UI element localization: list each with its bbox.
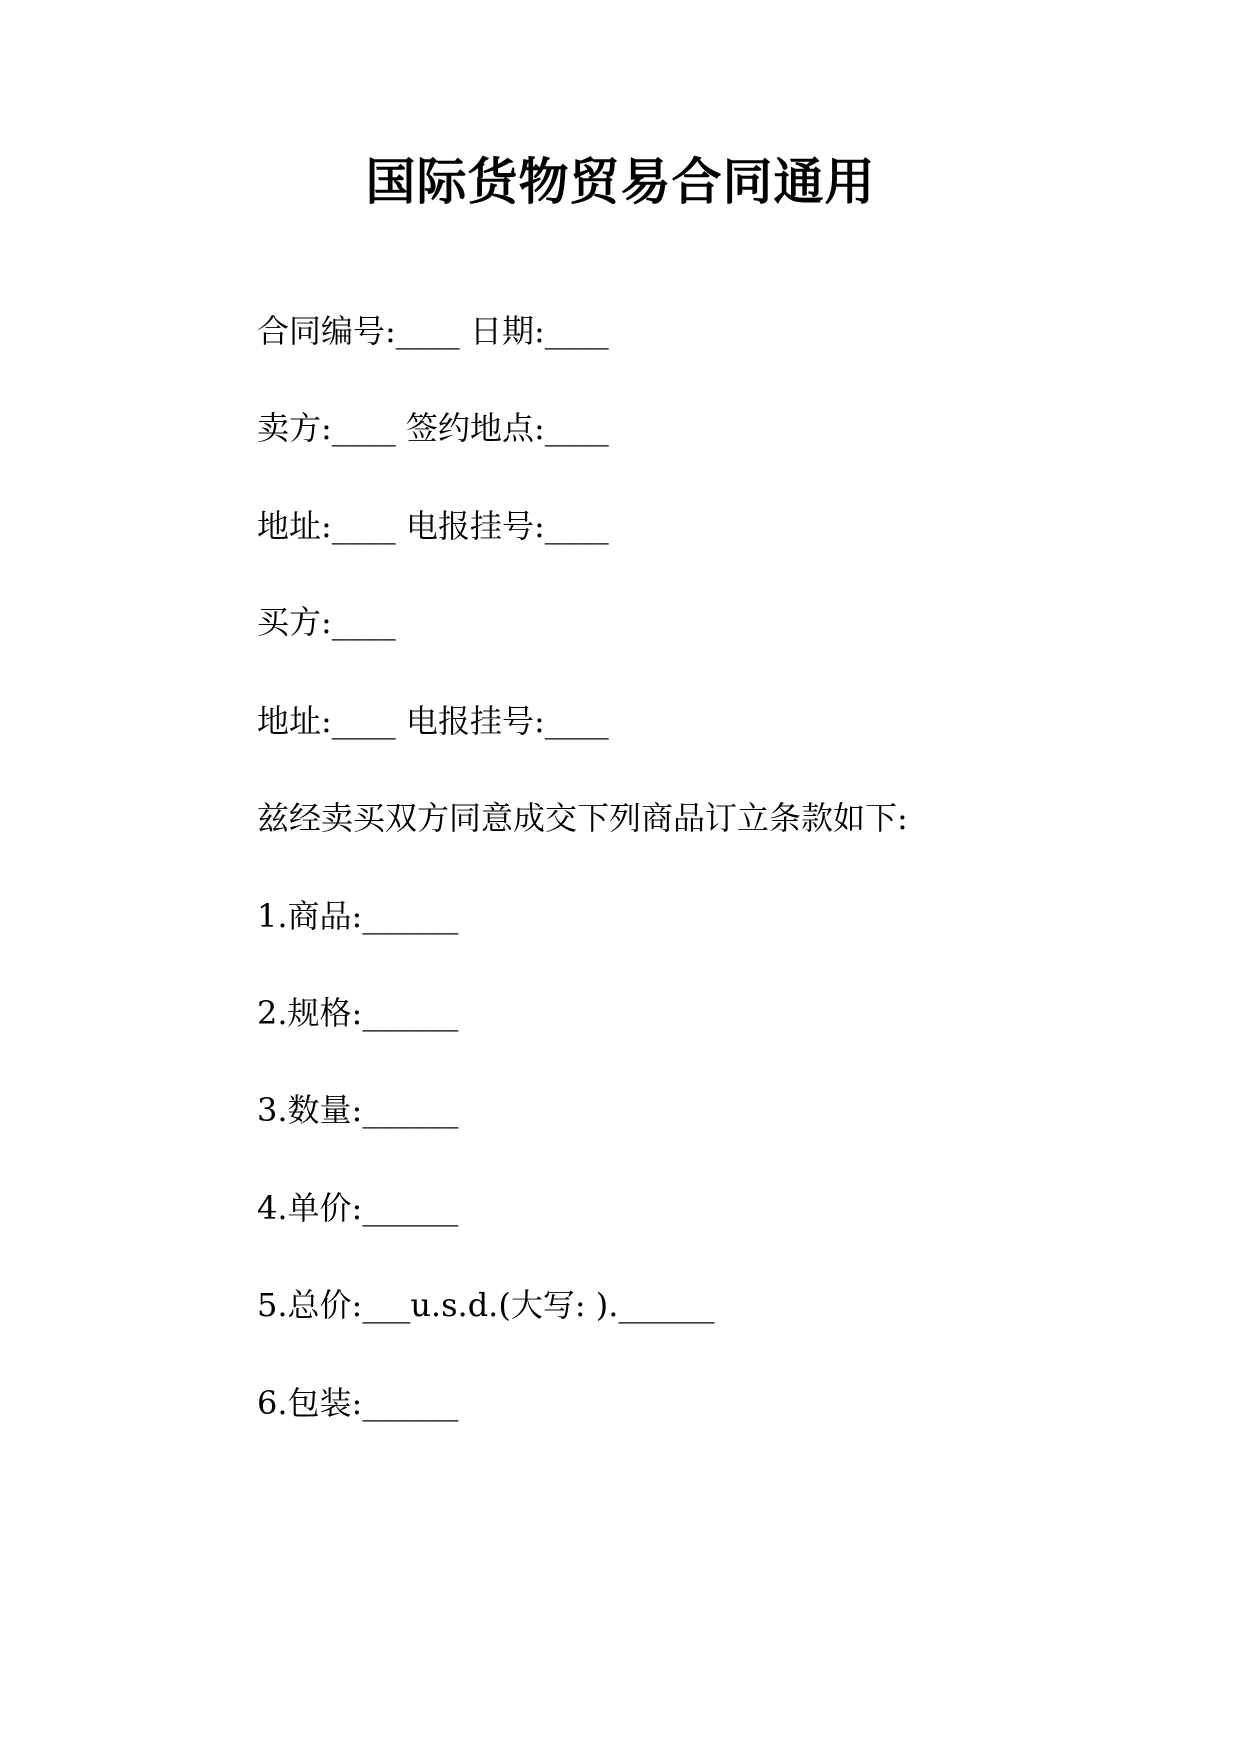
- contract-number-date-line: 合同编号:____ 日期:____: [257, 312, 609, 350]
- seller-signing-place-line: 卖方:____ 签约地点:____: [257, 409, 609, 447]
- clause-specification: 2.规格:______: [257, 994, 459, 1032]
- buyer-address-telegraph-line: 地址:____ 电报挂号:____: [257, 702, 609, 740]
- seller-address-telegraph-line: 地址:____ 电报挂号:____: [257, 507, 609, 545]
- clause-total-price: 5.总价:___u.s.d.(大写: ).______: [257, 1286, 715, 1324]
- agreement-intro-line: 兹经卖买双方同意成交下列商品订立条款如下:: [257, 799, 908, 837]
- buyer-line: 买方:____: [257, 603, 396, 641]
- clause-packing: 6.包装:______: [257, 1384, 459, 1422]
- document-title: 国际货物贸易合同通用: [365, 152, 876, 211]
- clause-unit-price: 4.单价:______: [257, 1189, 459, 1227]
- clause-commodity: 1.商品:______: [257, 897, 459, 935]
- clause-quantity: 3.数量:______: [257, 1091, 459, 1129]
